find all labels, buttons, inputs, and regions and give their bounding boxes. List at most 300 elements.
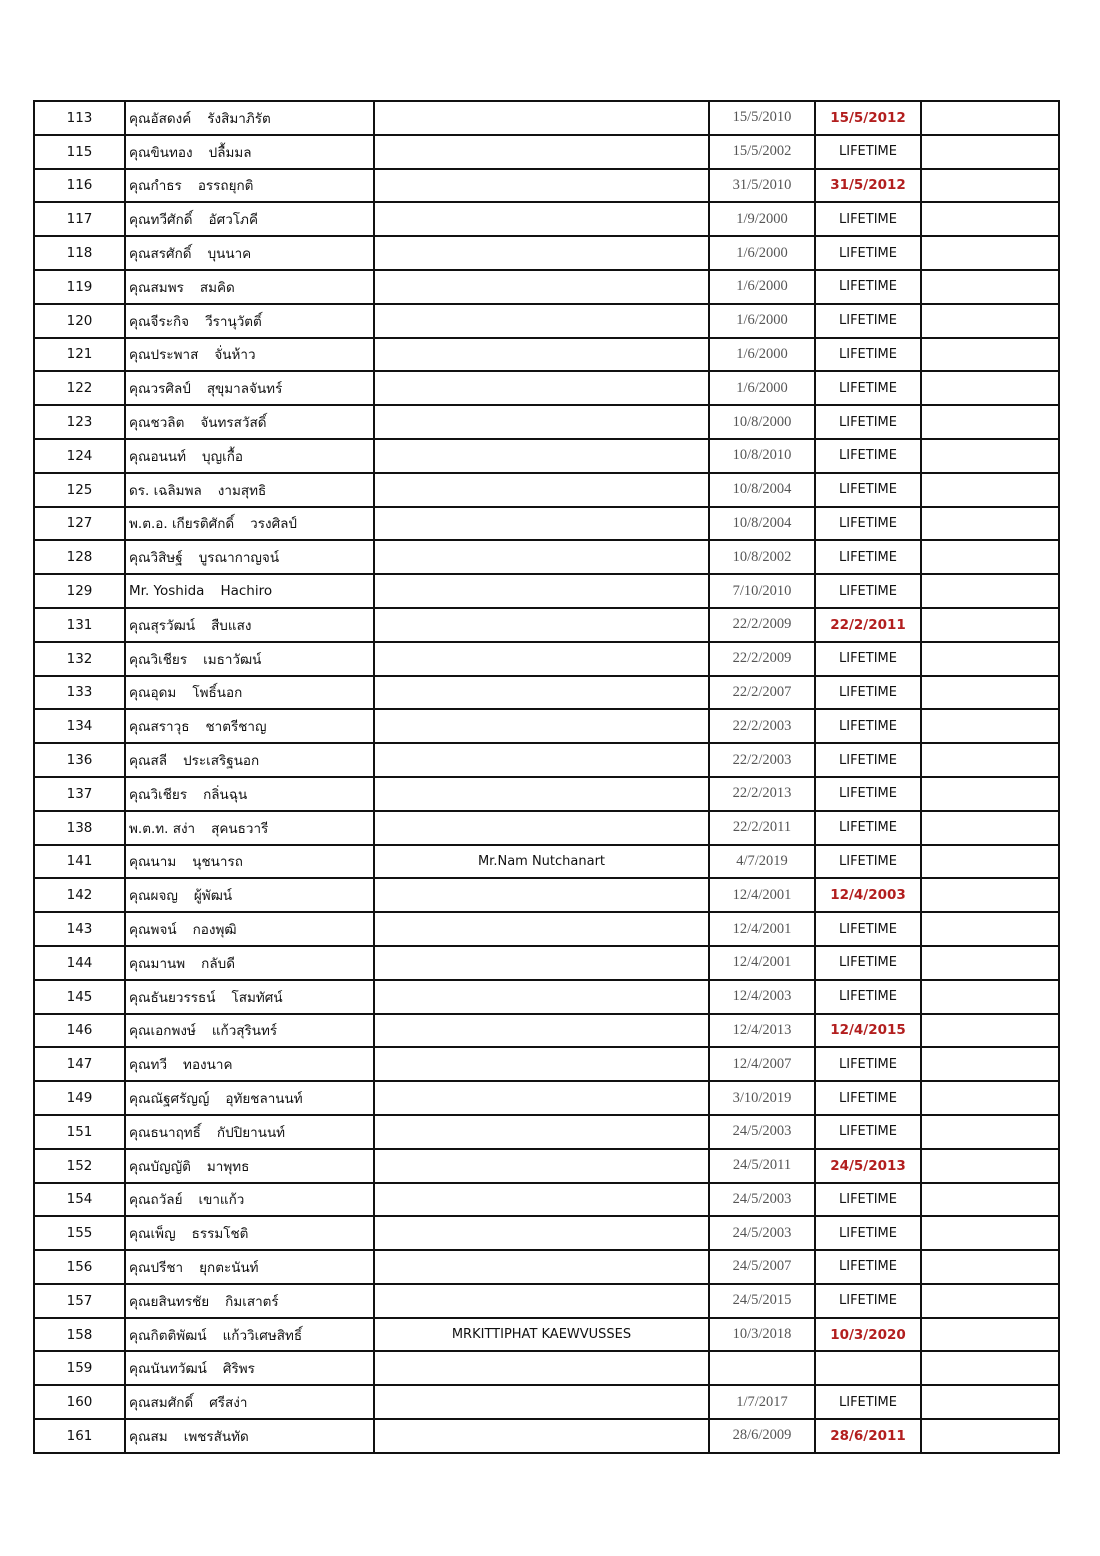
expiry-date: LIFETIME <box>815 574 921 608</box>
expiry-date: LIFETIME <box>815 1385 921 1419</box>
expiry-date: LIFETIME <box>815 1216 921 1250</box>
english-name <box>374 709 709 743</box>
member-name <box>125 236 374 270</box>
notes-cell <box>921 912 1059 946</box>
name-prefix: คุณสม <box>129 1428 168 1445</box>
member-name <box>125 1149 374 1183</box>
expiry-date: LIFETIME <box>815 1183 921 1217</box>
start-date: 24/5/2003 <box>709 1115 815 1149</box>
name-surname: แก้ววิเศษสิทธิ์ <box>222 1327 303 1344</box>
member-number: 149 <box>34 1081 125 1115</box>
member-number: 156 <box>34 1250 125 1284</box>
name-prefix: คุณอนนท์ <box>129 448 187 465</box>
expiry-date: LIFETIME <box>815 811 921 845</box>
table-row <box>34 169 1059 203</box>
member-name <box>125 135 374 169</box>
member-number: 155 <box>34 1216 125 1250</box>
start-date: 12/4/2013 <box>709 1014 815 1048</box>
expiry-date: LIFETIME <box>815 202 921 236</box>
english-name <box>374 236 709 270</box>
member-number: 138 <box>34 811 125 845</box>
english-name <box>374 912 709 946</box>
name-prefix: คุณพจน์ <box>129 922 177 939</box>
name-prefix: คุณทวีศักดิ์ <box>129 212 193 229</box>
name-prefix: คุณเอกพงษ์ <box>129 1023 196 1040</box>
notes-cell <box>921 270 1059 304</box>
member-number: 121 <box>34 338 125 372</box>
member-number: 145 <box>34 980 125 1014</box>
name-prefix: คุณสมศักดิ์ <box>129 1395 194 1412</box>
start-date: 22/2/2003 <box>709 709 815 743</box>
start-date: 28/6/2009 <box>709 1419 815 1453</box>
expiry-date: LIFETIME <box>815 709 921 743</box>
member-name <box>125 371 374 405</box>
table-row <box>34 236 1059 270</box>
member-number: 128 <box>34 540 125 574</box>
start-date: 12/4/2001 <box>709 912 815 946</box>
name-surname: ศรีสง่า <box>209 1395 248 1412</box>
member-number: 120 <box>34 304 125 338</box>
notes-cell <box>921 574 1059 608</box>
name-prefix: คุณณัฐศรัญญ์ <box>129 1091 210 1107</box>
name-surname: กลิ่นฉุน <box>203 786 248 803</box>
start-date: 15/5/2010 <box>709 101 815 135</box>
member-number: 160 <box>34 1385 125 1419</box>
member-name <box>125 473 374 507</box>
start-date: 24/5/2015 <box>709 1284 815 1318</box>
name-surname: บุญเกื้อ <box>202 448 243 465</box>
name-surname: กลับดี <box>201 955 235 972</box>
table-row <box>34 878 1059 912</box>
table-row <box>34 270 1059 304</box>
expiry-date: LIFETIME <box>815 338 921 372</box>
start-date: 12/4/2001 <box>709 878 815 912</box>
start-date: 22/2/2009 <box>709 608 815 642</box>
expiry-date: 28/6/2011 <box>815 1419 921 1453</box>
english-name <box>374 1351 709 1385</box>
table-row <box>34 676 1059 710</box>
english-name <box>374 473 709 507</box>
english-name <box>374 169 709 203</box>
table-row <box>34 1014 1059 1048</box>
start-date: 24/5/2003 <box>709 1183 815 1217</box>
table-row <box>34 405 1059 439</box>
start-date: 22/2/2007 <box>709 676 815 710</box>
expiry-date: LIFETIME <box>815 405 921 439</box>
member-number: 132 <box>34 642 125 676</box>
english-name: Mr.Nam Nutchanart <box>374 845 709 879</box>
expiry-date: LIFETIME <box>815 371 921 405</box>
member-number: 116 <box>34 169 125 203</box>
member-name <box>125 1081 374 1115</box>
expiry-date: LIFETIME <box>815 912 921 946</box>
member-number: 115 <box>34 135 125 169</box>
name-prefix: Mr. Yoshida <box>129 583 205 600</box>
table-row <box>34 709 1059 743</box>
english-name <box>374 743 709 777</box>
member-number: 147 <box>34 1047 125 1081</box>
name-surname: เมธาวัฒน์ <box>203 651 262 668</box>
expiry-date: 10/3/2020 <box>815 1318 921 1352</box>
expiry-date: LIFETIME <box>815 439 921 473</box>
table-row <box>34 507 1059 541</box>
name-prefix: คุณวรศิลป์ <box>129 381 191 398</box>
notes-cell <box>921 1183 1059 1217</box>
member-name <box>125 1183 374 1217</box>
notes-cell <box>921 439 1059 473</box>
name-prefix: คุณนาม <box>129 854 177 871</box>
table-row <box>34 304 1059 338</box>
start-date: 10/8/2002 <box>709 540 815 574</box>
english-name <box>374 946 709 980</box>
member-number: 159 <box>34 1351 125 1385</box>
english-name <box>374 439 709 473</box>
name-surname: งามสุทธิ <box>217 482 267 499</box>
start-date: 1/9/2000 <box>709 202 815 236</box>
member-name <box>125 338 374 372</box>
english-name <box>374 338 709 372</box>
english-name <box>374 540 709 574</box>
name-prefix: คุณวิเชียร <box>129 786 188 803</box>
name-prefix: คุณขินทอง <box>129 144 193 161</box>
english-name <box>374 135 709 169</box>
table-row <box>34 574 1059 608</box>
start-date: 10/8/2004 <box>709 507 815 541</box>
expiry-date: 12/4/2015 <box>815 1014 921 1048</box>
member-name <box>125 709 374 743</box>
expiry-date: LIFETIME <box>815 304 921 338</box>
name-prefix: คุณกำธร <box>129 178 182 195</box>
name-surname: สืบแสง <box>211 617 252 634</box>
member-name <box>125 811 374 845</box>
name-surname: ธรรมโชติ <box>191 1226 249 1243</box>
expiry-date: 22/2/2011 <box>815 608 921 642</box>
expiry-date: LIFETIME <box>815 642 921 676</box>
expiry-date: LIFETIME <box>815 507 921 541</box>
notes-cell <box>921 777 1059 811</box>
name-surname: บูรณากาญจน์ <box>198 550 280 567</box>
start-date: 10/8/2000 <box>709 405 815 439</box>
name-prefix: คุณอัสดงค์ <box>129 110 192 127</box>
member-name <box>125 101 374 135</box>
expiry-date: LIFETIME <box>815 1047 921 1081</box>
notes-cell <box>921 1318 1059 1352</box>
notes-cell <box>921 980 1059 1014</box>
table-row <box>34 642 1059 676</box>
member-name <box>125 608 374 642</box>
notes-cell <box>921 1419 1059 1453</box>
english-name <box>374 270 709 304</box>
name-prefix: คุณสุรวัฒน์ <box>129 617 196 634</box>
member-number: 136 <box>34 743 125 777</box>
start-date: 22/2/2013 <box>709 777 815 811</box>
member-name <box>125 1385 374 1419</box>
name-surname: จั่นห้าว <box>214 347 256 364</box>
name-surname: นุชนารถ <box>192 854 243 871</box>
expiry-date: LIFETIME <box>815 135 921 169</box>
table-row <box>34 845 1059 879</box>
start-date: 3/10/2019 <box>709 1081 815 1115</box>
expiry-date: LIFETIME <box>815 540 921 574</box>
member-name <box>125 1115 374 1149</box>
expiry-date: 12/4/2003 <box>815 878 921 912</box>
name-surname: Hachiro <box>220 583 273 600</box>
start-date: 22/2/2003 <box>709 743 815 777</box>
name-surname: มาพุทธ <box>206 1158 250 1175</box>
english-name <box>374 1250 709 1284</box>
table-row <box>34 1216 1059 1250</box>
notes-cell <box>921 540 1059 574</box>
notes-cell <box>921 507 1059 541</box>
expiry-date: LIFETIME <box>815 743 921 777</box>
start-date: 24/5/2003 <box>709 1216 815 1250</box>
notes-cell <box>921 169 1059 203</box>
table-row <box>34 811 1059 845</box>
english-name <box>374 1081 709 1115</box>
name-surname: กองพุฒิ <box>192 922 237 939</box>
expiry-date: LIFETIME <box>815 270 921 304</box>
member-name <box>125 169 374 203</box>
table-row <box>34 1351 1059 1385</box>
english-name <box>374 811 709 845</box>
table-row <box>34 1183 1059 1217</box>
member-name <box>125 912 374 946</box>
expiry-date: LIFETIME <box>815 845 921 879</box>
name-prefix: คุณสมพร <box>129 279 184 296</box>
expiry-date: LIFETIME <box>815 1081 921 1115</box>
table-row <box>34 777 1059 811</box>
member-number: 161 <box>34 1419 125 1453</box>
member-name <box>125 845 374 879</box>
notes-cell <box>921 1081 1059 1115</box>
expiry-date: LIFETIME <box>815 473 921 507</box>
name-prefix: คุณสราวุธ <box>129 719 190 736</box>
table-row <box>34 1318 1059 1352</box>
english-name <box>374 371 709 405</box>
name-prefix: คุณวิเชียร <box>129 651 188 668</box>
name-prefix: คุณประพาส <box>129 347 199 364</box>
member-name <box>125 642 374 676</box>
name-prefix: คุณอุดม <box>129 685 177 702</box>
table-row <box>34 1250 1059 1284</box>
member-number: 117 <box>34 202 125 236</box>
name-surname: กิมเสาตร์ <box>225 1293 279 1310</box>
name-surname: จันทรสวัสดิ์ <box>200 415 267 432</box>
name-prefix: คุณจีระกิจ <box>129 313 190 330</box>
english-name <box>374 1385 709 1419</box>
member-name <box>125 270 374 304</box>
member-number: 129 <box>34 574 125 608</box>
name-surname: วีรานุวัตติ์ <box>205 313 262 330</box>
member-number: 152 <box>34 1149 125 1183</box>
name-prefix: คุณมานพ <box>129 955 186 972</box>
expiry-date: LIFETIME <box>815 676 921 710</box>
start-date: 1/6/2000 <box>709 236 815 270</box>
notes-cell <box>921 946 1059 980</box>
name-surname: กัปปิยานนท์ <box>216 1124 286 1141</box>
notes-cell <box>921 608 1059 642</box>
member-number: 144 <box>34 946 125 980</box>
member-number: 134 <box>34 709 125 743</box>
member-name <box>125 405 374 439</box>
notes-cell <box>921 811 1059 845</box>
member-name <box>125 507 374 541</box>
expiry-date: 24/5/2013 <box>815 1149 921 1183</box>
start-date: 4/7/2019 <box>709 845 815 879</box>
member-name <box>125 777 374 811</box>
english-name <box>374 1014 709 1048</box>
name-prefix: คุณวิสิษฐ์ <box>129 550 183 567</box>
member-number: 154 <box>34 1183 125 1217</box>
start-date: 10/8/2010 <box>709 439 815 473</box>
start-date <box>709 1351 815 1385</box>
name-prefix: คุณบัญญัติ <box>129 1158 191 1175</box>
notes-cell <box>921 709 1059 743</box>
notes-cell <box>921 845 1059 879</box>
member-name <box>125 439 374 473</box>
start-date: 7/10/2010 <box>709 574 815 608</box>
name-prefix: คุณถวัลย์ <box>129 1192 183 1209</box>
expiry-date: 15/5/2012 <box>815 101 921 135</box>
notes-cell <box>921 1385 1059 1419</box>
english-name <box>374 608 709 642</box>
start-date: 24/5/2011 <box>709 1149 815 1183</box>
start-date: 1/6/2000 <box>709 371 815 405</box>
english-name <box>374 1149 709 1183</box>
notes-cell <box>921 1351 1059 1385</box>
name-prefix: พ.ต.อ. เกียรติศักดิ์ <box>129 516 235 533</box>
member-number: 124 <box>34 439 125 473</box>
table-row <box>34 743 1059 777</box>
start-date: 24/5/2007 <box>709 1250 815 1284</box>
member-number: 158 <box>34 1318 125 1352</box>
english-name <box>374 1183 709 1217</box>
english-name <box>374 304 709 338</box>
member-number: 125 <box>34 473 125 507</box>
member-number: 131 <box>34 608 125 642</box>
expiry-date <box>815 1351 921 1385</box>
name-prefix: คุณยสินทรชัย <box>129 1293 210 1310</box>
name-prefix: คุณผจญ <box>129 888 178 905</box>
table-row <box>34 946 1059 980</box>
name-surname: อรรถยุกติ <box>197 178 254 195</box>
name-surname: ผู้พัฒน์ <box>193 888 233 905</box>
english-name <box>374 980 709 1014</box>
name-prefix: คุณเพ็ญ <box>129 1226 176 1243</box>
english-name: MRKITTIPHAT KAEWVUSSES <box>374 1318 709 1352</box>
member-number: 146 <box>34 1014 125 1048</box>
english-name <box>374 101 709 135</box>
table-row <box>34 439 1059 473</box>
start-date: 15/5/2002 <box>709 135 815 169</box>
table-row <box>34 135 1059 169</box>
name-surname: ปลื้มมล <box>208 144 252 161</box>
start-date: 22/2/2009 <box>709 642 815 676</box>
english-name <box>374 878 709 912</box>
notes-cell <box>921 304 1059 338</box>
expiry-date: LIFETIME <box>815 980 921 1014</box>
english-name <box>374 1284 709 1318</box>
english-name <box>374 642 709 676</box>
name-prefix: คุณทวี <box>129 1057 168 1074</box>
member-name <box>125 980 374 1014</box>
expiry-date: LIFETIME <box>815 1284 921 1318</box>
notes-cell <box>921 1250 1059 1284</box>
name-surname: ประเสริฐนอก <box>183 753 260 770</box>
member-number: 118 <box>34 236 125 270</box>
name-prefix: คุณชวลิต <box>129 415 185 432</box>
name-prefix: คุณปรีชา <box>129 1259 184 1276</box>
notes-cell <box>921 878 1059 912</box>
member-name <box>125 540 374 574</box>
member-number: 143 <box>34 912 125 946</box>
member-number: 151 <box>34 1115 125 1149</box>
start-date: 10/8/2004 <box>709 473 815 507</box>
name-surname: ทองนาค <box>183 1057 233 1074</box>
table-row <box>34 371 1059 405</box>
expiry-date: LIFETIME <box>815 777 921 811</box>
member-name <box>125 743 374 777</box>
member-name <box>125 1047 374 1081</box>
name-surname: เพชรสันทัด <box>183 1428 249 1445</box>
expiry-date: 31/5/2012 <box>815 169 921 203</box>
member-name <box>125 1419 374 1453</box>
name-prefix: คุณสลี <box>129 753 168 770</box>
notes-cell <box>921 1284 1059 1318</box>
expiry-date: LIFETIME <box>815 1250 921 1284</box>
name-surname: วรงศิลป์ <box>250 516 298 533</box>
english-name <box>374 676 709 710</box>
english-name <box>374 1047 709 1081</box>
english-name <box>374 1115 709 1149</box>
name-surname: สุขุมาลจันทร์ <box>206 381 283 398</box>
notes-cell <box>921 202 1059 236</box>
notes-cell <box>921 135 1059 169</box>
table-row <box>34 980 1059 1014</box>
table-row <box>34 608 1059 642</box>
member-name <box>125 202 374 236</box>
member-name <box>125 304 374 338</box>
member-number: 141 <box>34 845 125 879</box>
name-prefix: ดร. เฉลิมพล <box>129 482 202 499</box>
member-name <box>125 1318 374 1352</box>
name-surname: สมคิด <box>199 279 235 296</box>
expiry-date: LIFETIME <box>815 236 921 270</box>
notes-cell <box>921 1047 1059 1081</box>
member-number: 157 <box>34 1284 125 1318</box>
notes-cell <box>921 743 1059 777</box>
name-surname: อัศวโภคี <box>208 212 258 229</box>
member-number: 113 <box>34 101 125 135</box>
name-surname: ชาตรีชาญ <box>205 719 267 736</box>
start-date: 10/3/2018 <box>709 1318 815 1352</box>
name-surname: ยุกตะนันท์ <box>199 1259 259 1276</box>
name-prefix: คุณกิตติพัฒน์ <box>129 1327 207 1344</box>
table-row <box>34 338 1059 372</box>
member-name <box>125 1284 374 1318</box>
member-number: 142 <box>34 878 125 912</box>
name-surname: ศิริพร <box>222 1361 255 1378</box>
table-row <box>34 473 1059 507</box>
name-surname: รังสิมาภิรัต <box>207 110 271 127</box>
expiry-date: LIFETIME <box>815 946 921 980</box>
member-name <box>125 1250 374 1284</box>
notes-cell <box>921 1216 1059 1250</box>
table-row <box>34 1149 1059 1183</box>
table-row <box>34 912 1059 946</box>
expiry-date: LIFETIME <box>815 1115 921 1149</box>
english-name <box>374 777 709 811</box>
